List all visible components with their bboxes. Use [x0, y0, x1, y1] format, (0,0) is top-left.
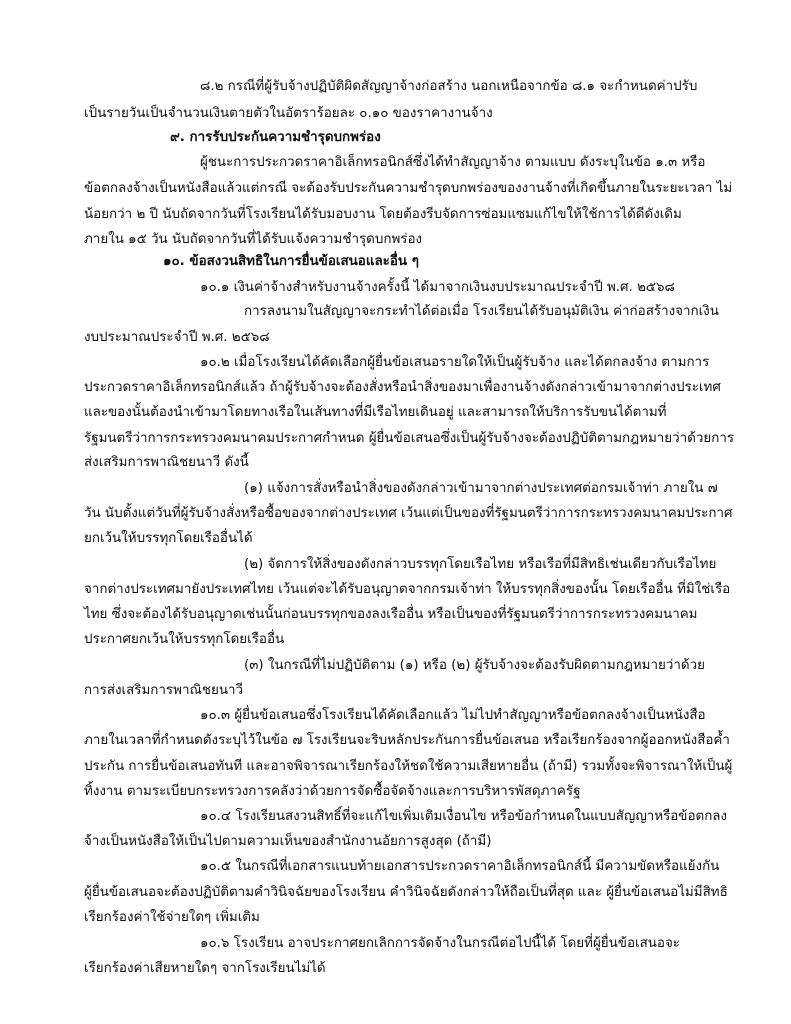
sub-item-2-line-4: ประกาศยกเว้นให้บรรทุกโดยเรืออื่น [84, 632, 285, 647]
clause-10-3-line-4: ทิ้งงาน ตามระเบียบกระทรวงการคลังว่าด้วยการจัดซื้อจัดจ้างและการบริหารพัสดุภาครัฐ [84, 784, 581, 799]
clause-10-2-line-2: ประกวดราคาอิเล็กทรอนิกส์แล้ว ถ้าผู้รับจ้างจะต้องสั่งหรือนำสิ่งของมาเพื่องานจ้างดังกล่าวเข้ามาจากต่างประเทศ [84, 380, 721, 395]
clause-10-2-line-4: รัฐมนตรีว่าการกระทรวงคมนาคมประกาศกำหนด ผู้ยื่นข้อเสนอซึ่งเป็นผู้รับจ้างจะต้องปฏิบัติตามกฎหมายว่าด้วยการ [84, 431, 735, 446]
sub-item-2-line-3: ไทย ซึ่งจะต้องได้รับอนุญาตเช่นนั้นก่อนบรรทุกของลงเรืออื่น หรือเป็นของที่รัฐมนตรีว่าการกระทรวงคมนาคม [84, 607, 698, 622]
clause-8-2-line-1: ๘.๒ กรณีที่ผู้รับจ้างปฏิบัติผิดสัญญาจ้างก่อสร้าง นอกเหนือจากข้อ ๘.๑ จะกำหนดค่าปรับ [200, 79, 698, 94]
sub-item-1-line-3: ยกเว้นให้บรรทุกโดยเรืออื่นได้ [84, 531, 253, 546]
clause-10-3-line-2: ภายในเวลาที่กำหนดดังระบุไว้ในข้อ ๗ โรงเรียนจะริบหลักประกันการยื่นข้อเสนอ หรือเรียกร้องจากผู้ออกหนังสือค้ำ [84, 733, 730, 748]
clause-10-1-line-3: งบประมาณประจำปี พ.ศ. ๒๕๖๘ [84, 330, 270, 345]
clause-10-2-line-5: ส่งเสริมการพาณิชยนาวี ดังนี้ [84, 455, 249, 470]
sub-item-3-line-2: การส่งเสริมการพาณิชยนาวี [84, 683, 244, 698]
clause-9-line-3: น้อยกว่า ๒ ปี นับถัดจากวันที่โรงเรียนได้รับมอบงาน โดยต้องรีบจัดการซ่อมแซมแก้ไขให้ใช้การได้ดีดังเดิม [84, 207, 682, 222]
clause-10-4-line-1: ๑๐.๔ โรงเรียนสงวนสิทธิ์ที่จะแก้ไขเพิ่มเติมเงื่อนไข หรือข้อกำหนดในแบบสัญญาหรือข้อตกลง [200, 809, 728, 824]
clause-10-3-line-3: ประกัน การยื่นข้อเสนอทันที และอาจพิจารณาเรียกร้องให้ชดใช้ความเสียหายอื่น (ถ้ามี) รวมทั้งจะพิจารณาให้เป็นผู้ [84, 759, 733, 774]
clause-9-line-2: ข้อตกลงจ้างเป็นหนังสือแล้วแต่กรณี จะต้องรับประกันความชำรุดบกพร่องของงานจ้างที่เกิดขึ้นภายในระยะเวลา ไม่ [84, 181, 733, 196]
clause-10-1-line-2: การลงนามในสัญญาจะกระทำได้ต่อเมื่อ โรงเรียนได้รับอนุมัติเงิน ค่าก่อสร้างจากเงิน [244, 304, 719, 319]
clause-10-2-line-1: ๑๐.๒ เมื่อโรงเรียนได้คัดเลือกผู้ยื่นข้อเสนอรายใดให้เป็นผู้รับจ้าง และได้ตกลงจ้าง ตามการ [200, 355, 710, 370]
sub-item-2-line-1: (๒) จัดการให้สิ่งของดังกล่าวบรรทุกโดยเรือไทย หรือเรือที่มีสิทธิเช่นเดียวกับเรือไทย [244, 557, 717, 572]
clause-10-6-line-1: ๑๐.๖ โรงเรียน อาจประกาศยกเลิกการจัดจ้างในกรณีต่อไปนี้ได้ โดยที่ผู้ยื่นข้อเสนอจะ [200, 936, 680, 951]
clause-10-5-line-3: เรียกร้องค่าใช้จ่ายใดๆ เพิ่มเติม [84, 910, 260, 925]
sub-item-1-line-1: (๑) แจ้งการสั่งหรือนำสิ่งของดังกล่าวเข้ามาจากต่างประเทศต่อกรมเจ้าท่า ภายใน ๗ [244, 481, 718, 496]
clause-10-1-line-1: ๑๐.๑ เงินค่าจ้างสำหรับงานจ้างครั้งนี้ ได้มาจากเงินงบประมาณประจำปี พ.ศ. ๒๕๖๘ [200, 280, 675, 295]
clause-9-heading: ๙. การรับประกันความชำรุดบกพร่อง [170, 130, 381, 145]
clause-10-6-line-2: เรียกร้องค่าเสียหายใดๆ จากโรงเรียนไม่ได้ [84, 961, 326, 976]
clause-10-4-line-2: จ้างเป็นหนังสือให้เป็นไปตามความเห็นของสำนักงานอัยการสูงสุด (ถ้ามี) [84, 834, 492, 849]
clause-10-5-line-1: ๑๐.๕ ในกรณีที่เอกสารแนบท้ายเอกสารประกวดราคาอิเล็กทรอนิกส์นี้ มีความขัดหรือแย้งกัน [200, 859, 720, 874]
clause-10-5-line-2: ผู้ยื่นข้อเสนอจะต้องปฏิบัติตามคำวินิจฉัยของโรงเรียน คำวินิจฉัยดังกล่าวให้ถือเป็นที่สุด และ ผู้ยื่นข้อเสนอไม่มีสิทธิ [84, 885, 728, 900]
clause-10-2-line-3: และของนั้นต้องนำเข้ามาโดยทางเรือในเส้นทางที่มีเรือไทยเดินอยู่ และสามารถให้บริการรับขนได้ตามที่ [84, 405, 667, 420]
clause-8-2-line-2: เป็นรายวันเป็นจำนวนเงินตายตัวในอัตราร้อยละ ๐.๑๐ ของราคางานจ้าง [84, 106, 493, 121]
clause-9-line-4: ภายใน ๑๕ วัน นับถัดจากวันที่ได้รับแจ้งความชำรุดบกพร่อง [84, 232, 423, 247]
sub-item-3-line-1: (๓) ในกรณีที่ไม่ปฏิบัติตาม (๑) หรือ (๒) ผู้รับจ้างจะต้องรับผิดตามกฎหมายว่าด้วย [244, 658, 705, 673]
sub-item-2-line-2: จากต่างประเทศมายังประเทศไทย เว้นแต่จะได้รับอนุญาตจากกรมเจ้าท่า ให้บรรทุกสิ่งของนั้น โดยเรืออื่น ที่มิใช่เรือ [84, 582, 731, 597]
clause-10-3-line-1: ๑๐.๓ ผู้ยื่นข้อเสนอซึ่งโรงเรียนได้คัดเลือกแล้ว ไม่ไปทำสัญญาหรือข้อตกลงจ้างเป็นหนังสือ [200, 708, 706, 723]
clause-10-heading: ๑๐. ข้อสงวนสิทธิในการยื่นข้อเสนอและอื่น ๆ [163, 254, 419, 269]
clause-9-line-1: ผู้ชนะการประกวดราคาอิเล็กทรอนิกส์ซึ่งได้ทำสัญญาจ้าง ตามแบบ ดังระบุในข้อ ๑.๓ หรือ [200, 155, 706, 170]
sub-item-1-line-2: วัน นับตั้งแต่วันที่ผู้รับจ้างสั่งหรือซื้อของจากต่างประเทศ เว้นแต่เป็นของที่รัฐมนตรีว่าการกระทรวงคมนาคมประกาศ [84, 506, 733, 521]
